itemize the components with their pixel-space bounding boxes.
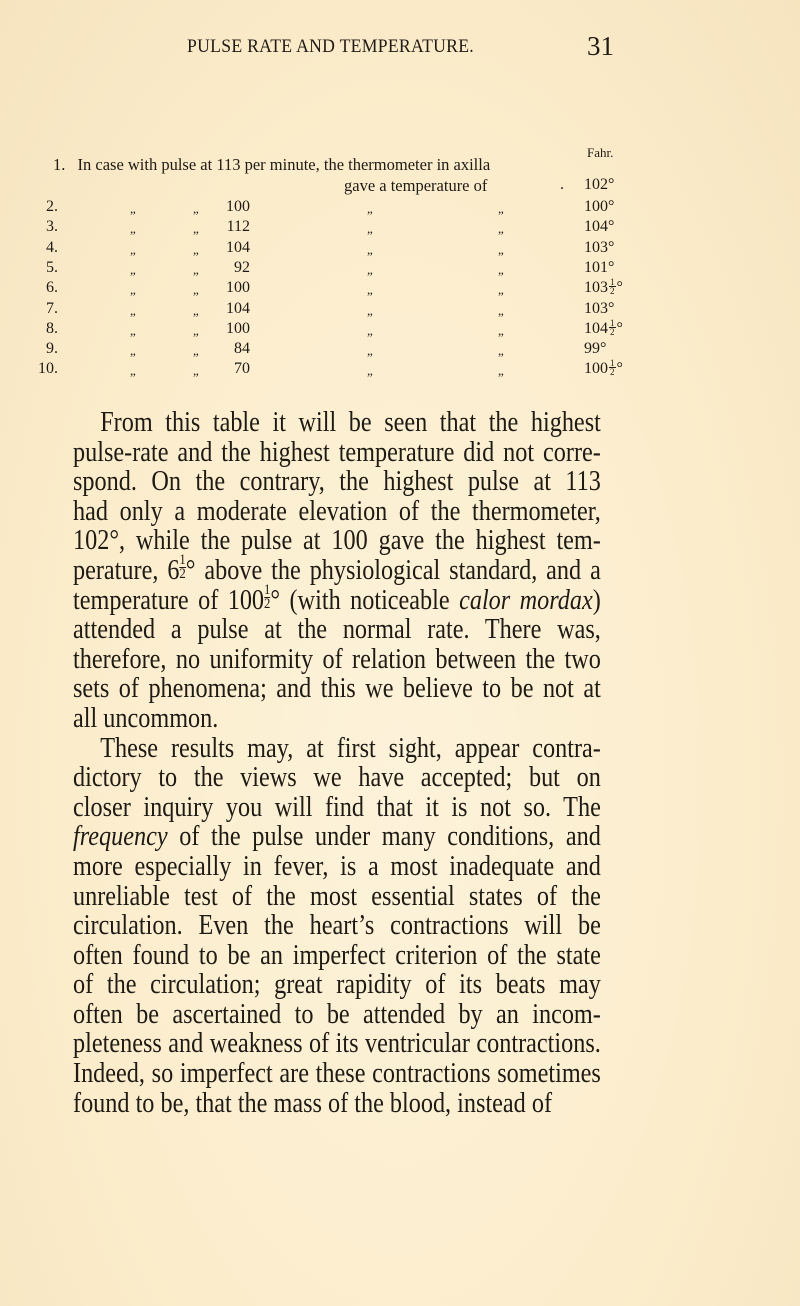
text-line xyxy=(73,615,601,645)
ditto-mark: „ xyxy=(130,322,136,338)
text-run: sets of phenomena; and this we believe to be not at xyxy=(73,673,601,705)
text-run: of the pulse under many conditions, and xyxy=(167,821,601,853)
fraction xyxy=(179,551,186,582)
text-line xyxy=(73,408,601,438)
text-run: 102°, while the pulse at 100 gave the highest tem- xyxy=(73,525,601,557)
text-line xyxy=(73,551,601,586)
degree-sign: ° xyxy=(608,238,615,256)
table-row-first xyxy=(53,155,490,175)
ditto-mark: „ xyxy=(367,343,373,359)
degree-sign: ° xyxy=(608,299,615,317)
text-line xyxy=(73,1089,601,1119)
ditto-mark: „ xyxy=(193,221,199,237)
degree-sign: ° xyxy=(608,218,615,236)
ditto-mark: „ xyxy=(367,261,373,277)
pulse-value: 70 xyxy=(234,360,250,378)
table-row xyxy=(0,239,800,259)
ditto-mark: „ xyxy=(498,241,504,257)
temperature-value xyxy=(584,239,614,257)
text-line xyxy=(73,497,601,527)
ditto-mark: „ xyxy=(193,241,199,257)
row-number: 1. xyxy=(53,155,66,174)
table-row xyxy=(0,259,800,279)
text-line xyxy=(73,704,601,734)
temperature-whole: 103 xyxy=(584,279,608,297)
fraction-denominator: 2 xyxy=(610,286,615,297)
ditto-mark: „ xyxy=(367,201,373,216)
row-number: 8. xyxy=(46,319,58,337)
degree-sign: ° xyxy=(616,360,623,378)
text-line xyxy=(73,674,601,704)
pulse-value: 104 xyxy=(226,238,250,256)
table-row xyxy=(0,340,800,360)
text-line xyxy=(73,734,601,764)
pulse-value: 84 xyxy=(234,340,250,358)
ditto-mark: „ xyxy=(130,302,136,318)
row-number: 4. xyxy=(46,238,58,256)
text-run: had only a moderate elevation of the thermometer, xyxy=(73,495,601,527)
table-row xyxy=(0,300,800,320)
pulse-value: 100 xyxy=(226,279,250,297)
temperature-value xyxy=(584,198,614,216)
fraction-denominator: 2 xyxy=(610,326,615,337)
degree-sign: ° xyxy=(608,258,615,276)
table-row xyxy=(0,198,800,218)
text-run: ° (with noticeable xyxy=(270,584,460,616)
temperature-whole: 104 xyxy=(584,218,608,236)
ditto-mark: „ xyxy=(367,221,373,237)
page-number: 31 xyxy=(587,31,614,61)
temperature-whole: 100 xyxy=(584,360,608,378)
degree-sign: ° xyxy=(608,198,615,215)
text-run: Indeed, so imperfect are these contractions sometimes xyxy=(73,1058,601,1090)
ditto-mark: „ xyxy=(367,363,373,379)
pulse-value: 100 xyxy=(226,198,250,215)
text-run: ° above the physiological standard, and a xyxy=(185,554,601,586)
ditto-mark: „ xyxy=(498,282,504,298)
ditto-mark: „ xyxy=(367,322,373,338)
text-run: often be ascertained to be attended by an incom- xyxy=(73,998,601,1030)
text-line xyxy=(73,438,601,468)
text-run: therefore, no uniformity of relation between the two xyxy=(73,643,601,675)
ditto-mark: „ xyxy=(130,363,136,379)
row-number: 3. xyxy=(46,218,58,236)
ditto-mark: „ xyxy=(193,201,199,216)
text-run: often found to be an imperfect criterion of the state xyxy=(73,939,601,971)
temperature-whole: 103 xyxy=(584,238,608,256)
fraction-numerator: 1 xyxy=(610,317,615,328)
degree-sign: ° xyxy=(600,340,607,358)
text-line xyxy=(73,526,601,556)
row-number: 10. xyxy=(38,360,58,378)
text-line xyxy=(73,467,601,497)
ditto-mark: „ xyxy=(130,241,136,257)
row-number: 6. xyxy=(46,279,58,297)
temperature-whole: 101 xyxy=(584,258,608,276)
temperature-value xyxy=(584,360,623,378)
text-line xyxy=(73,581,601,616)
text-run: found to be, that the mass of the blood, instead of xyxy=(73,1087,553,1119)
pulse-value: 112 xyxy=(226,218,250,236)
text-run: unreliable test of the most essential states of the xyxy=(73,880,601,912)
ditto-mark: „ xyxy=(498,302,504,318)
fraction-denominator: 2 xyxy=(610,367,615,378)
fraction-numerator: 1 xyxy=(610,358,615,369)
fraction xyxy=(609,319,616,336)
text-line xyxy=(73,1059,601,1089)
ditto-mark: „ xyxy=(130,201,136,216)
row-description-continued: gave a temperature of xyxy=(344,176,488,195)
pulse-value: 104 xyxy=(226,299,250,317)
temperature-whole: 103 xyxy=(584,299,608,317)
temperature-value xyxy=(584,317,623,338)
text-line xyxy=(73,882,601,912)
text-line xyxy=(73,970,601,1000)
row-number: 9. xyxy=(46,340,58,358)
running-head: PULSE RATE AND TEMPERATURE. xyxy=(187,36,475,57)
ditto-mark: „ xyxy=(367,241,373,257)
text-run: dictory to the views we have accepted; but on xyxy=(73,762,601,794)
table-row xyxy=(0,317,800,340)
body-text xyxy=(73,408,601,1118)
temperature-value xyxy=(584,300,614,318)
fraction xyxy=(609,278,616,295)
pulse-value: 92 xyxy=(234,258,250,276)
degree-sign: ° xyxy=(616,319,623,337)
italic-text: frequency xyxy=(73,821,168,853)
temperature-value xyxy=(584,340,606,358)
text-line xyxy=(73,1029,601,1059)
text-run: perature, 6 xyxy=(73,554,180,586)
ditto-mark: „ xyxy=(498,363,504,379)
ditto-mark: „ xyxy=(193,282,199,298)
fraction-numerator: 1 xyxy=(179,551,186,568)
text-run: From this table it will be seen that the highest xyxy=(100,407,601,438)
ditto-mark: „ xyxy=(193,322,199,338)
row-number: 2. xyxy=(46,198,58,215)
ditto-mark: „ xyxy=(130,261,136,277)
fraction-denominator: 2 xyxy=(179,565,186,582)
ditto-mark: „ xyxy=(130,282,136,298)
temperature-value xyxy=(584,279,623,297)
ditto-mark: „ xyxy=(367,302,373,318)
temperature-value xyxy=(584,259,614,277)
table-row xyxy=(0,279,800,299)
temperature-whole: 104 xyxy=(584,319,608,337)
fraction-numerator: 1 xyxy=(610,277,615,288)
italic-text: calor mordax xyxy=(459,584,593,616)
text-line xyxy=(73,911,601,941)
text-run: closer inquiry you will find that it is not so. The xyxy=(73,791,601,823)
text-run: spond. On the contrary, the highest pulse at 113 xyxy=(73,466,601,498)
text-line xyxy=(73,763,601,793)
ditto-mark: „ xyxy=(193,343,199,359)
leader-dot: . xyxy=(560,176,564,193)
row-number: 7. xyxy=(46,299,58,317)
text-line xyxy=(73,793,601,823)
pulse-value: 100 xyxy=(226,319,250,337)
ditto-mark: „ xyxy=(130,343,136,359)
text-line xyxy=(73,822,601,852)
temperature-value xyxy=(584,218,614,236)
ditto-mark: „ xyxy=(193,261,199,277)
table-row xyxy=(0,218,800,238)
degree-sign: ° xyxy=(616,279,623,297)
text-line xyxy=(73,941,601,971)
text-run: ) xyxy=(592,584,601,616)
text-run: temperature of 100 xyxy=(73,584,265,616)
temperature-whole: 99 xyxy=(584,340,600,358)
text-run: pulse-rate and the highest temperature did not corre- xyxy=(73,436,601,468)
fraction xyxy=(609,359,616,376)
ditto-mark: „ xyxy=(367,282,373,298)
text-run: These results may, at first sight, appear contra- xyxy=(100,732,601,764)
text-run: of the circulation; great rapidity of its beats may xyxy=(73,969,601,1001)
ditto-mark: „ xyxy=(498,343,504,359)
ditto-mark: „ xyxy=(498,322,504,338)
temperature-whole: 100 xyxy=(584,198,608,215)
ditto-mark: „ xyxy=(498,201,504,216)
text-run: all uncommon. xyxy=(73,702,219,734)
fraction-numerator: 1 xyxy=(264,581,271,598)
temperature-value: 102° xyxy=(584,176,615,193)
text-line xyxy=(73,1000,601,1030)
text-run: pleteness and weakness of its ventricular contractions. xyxy=(73,1028,601,1060)
text-line xyxy=(73,852,601,882)
row-number: 5. xyxy=(46,258,58,276)
fraction-denominator: 2 xyxy=(264,595,271,612)
unit-label: Fahr. xyxy=(587,145,614,160)
row-description: In case with pulse at 113 per minute, the thermometer in axilla xyxy=(77,155,491,174)
ditto-mark: „ xyxy=(498,221,504,237)
fraction xyxy=(264,581,271,612)
text-line xyxy=(73,645,601,675)
ditto-mark: „ xyxy=(193,302,199,318)
text-run: more especially in fever, is a most inadequate and xyxy=(73,850,601,882)
text-run: circulation. Even the heart’s contractions will be xyxy=(73,910,601,942)
text-run: attended a pulse at the normal rate. There was, xyxy=(73,614,601,646)
ditto-mark: „ xyxy=(193,363,199,379)
table-row xyxy=(0,360,800,380)
page-header xyxy=(0,31,800,66)
ditto-mark: „ xyxy=(498,261,504,277)
ditto-mark: „ xyxy=(130,221,136,237)
